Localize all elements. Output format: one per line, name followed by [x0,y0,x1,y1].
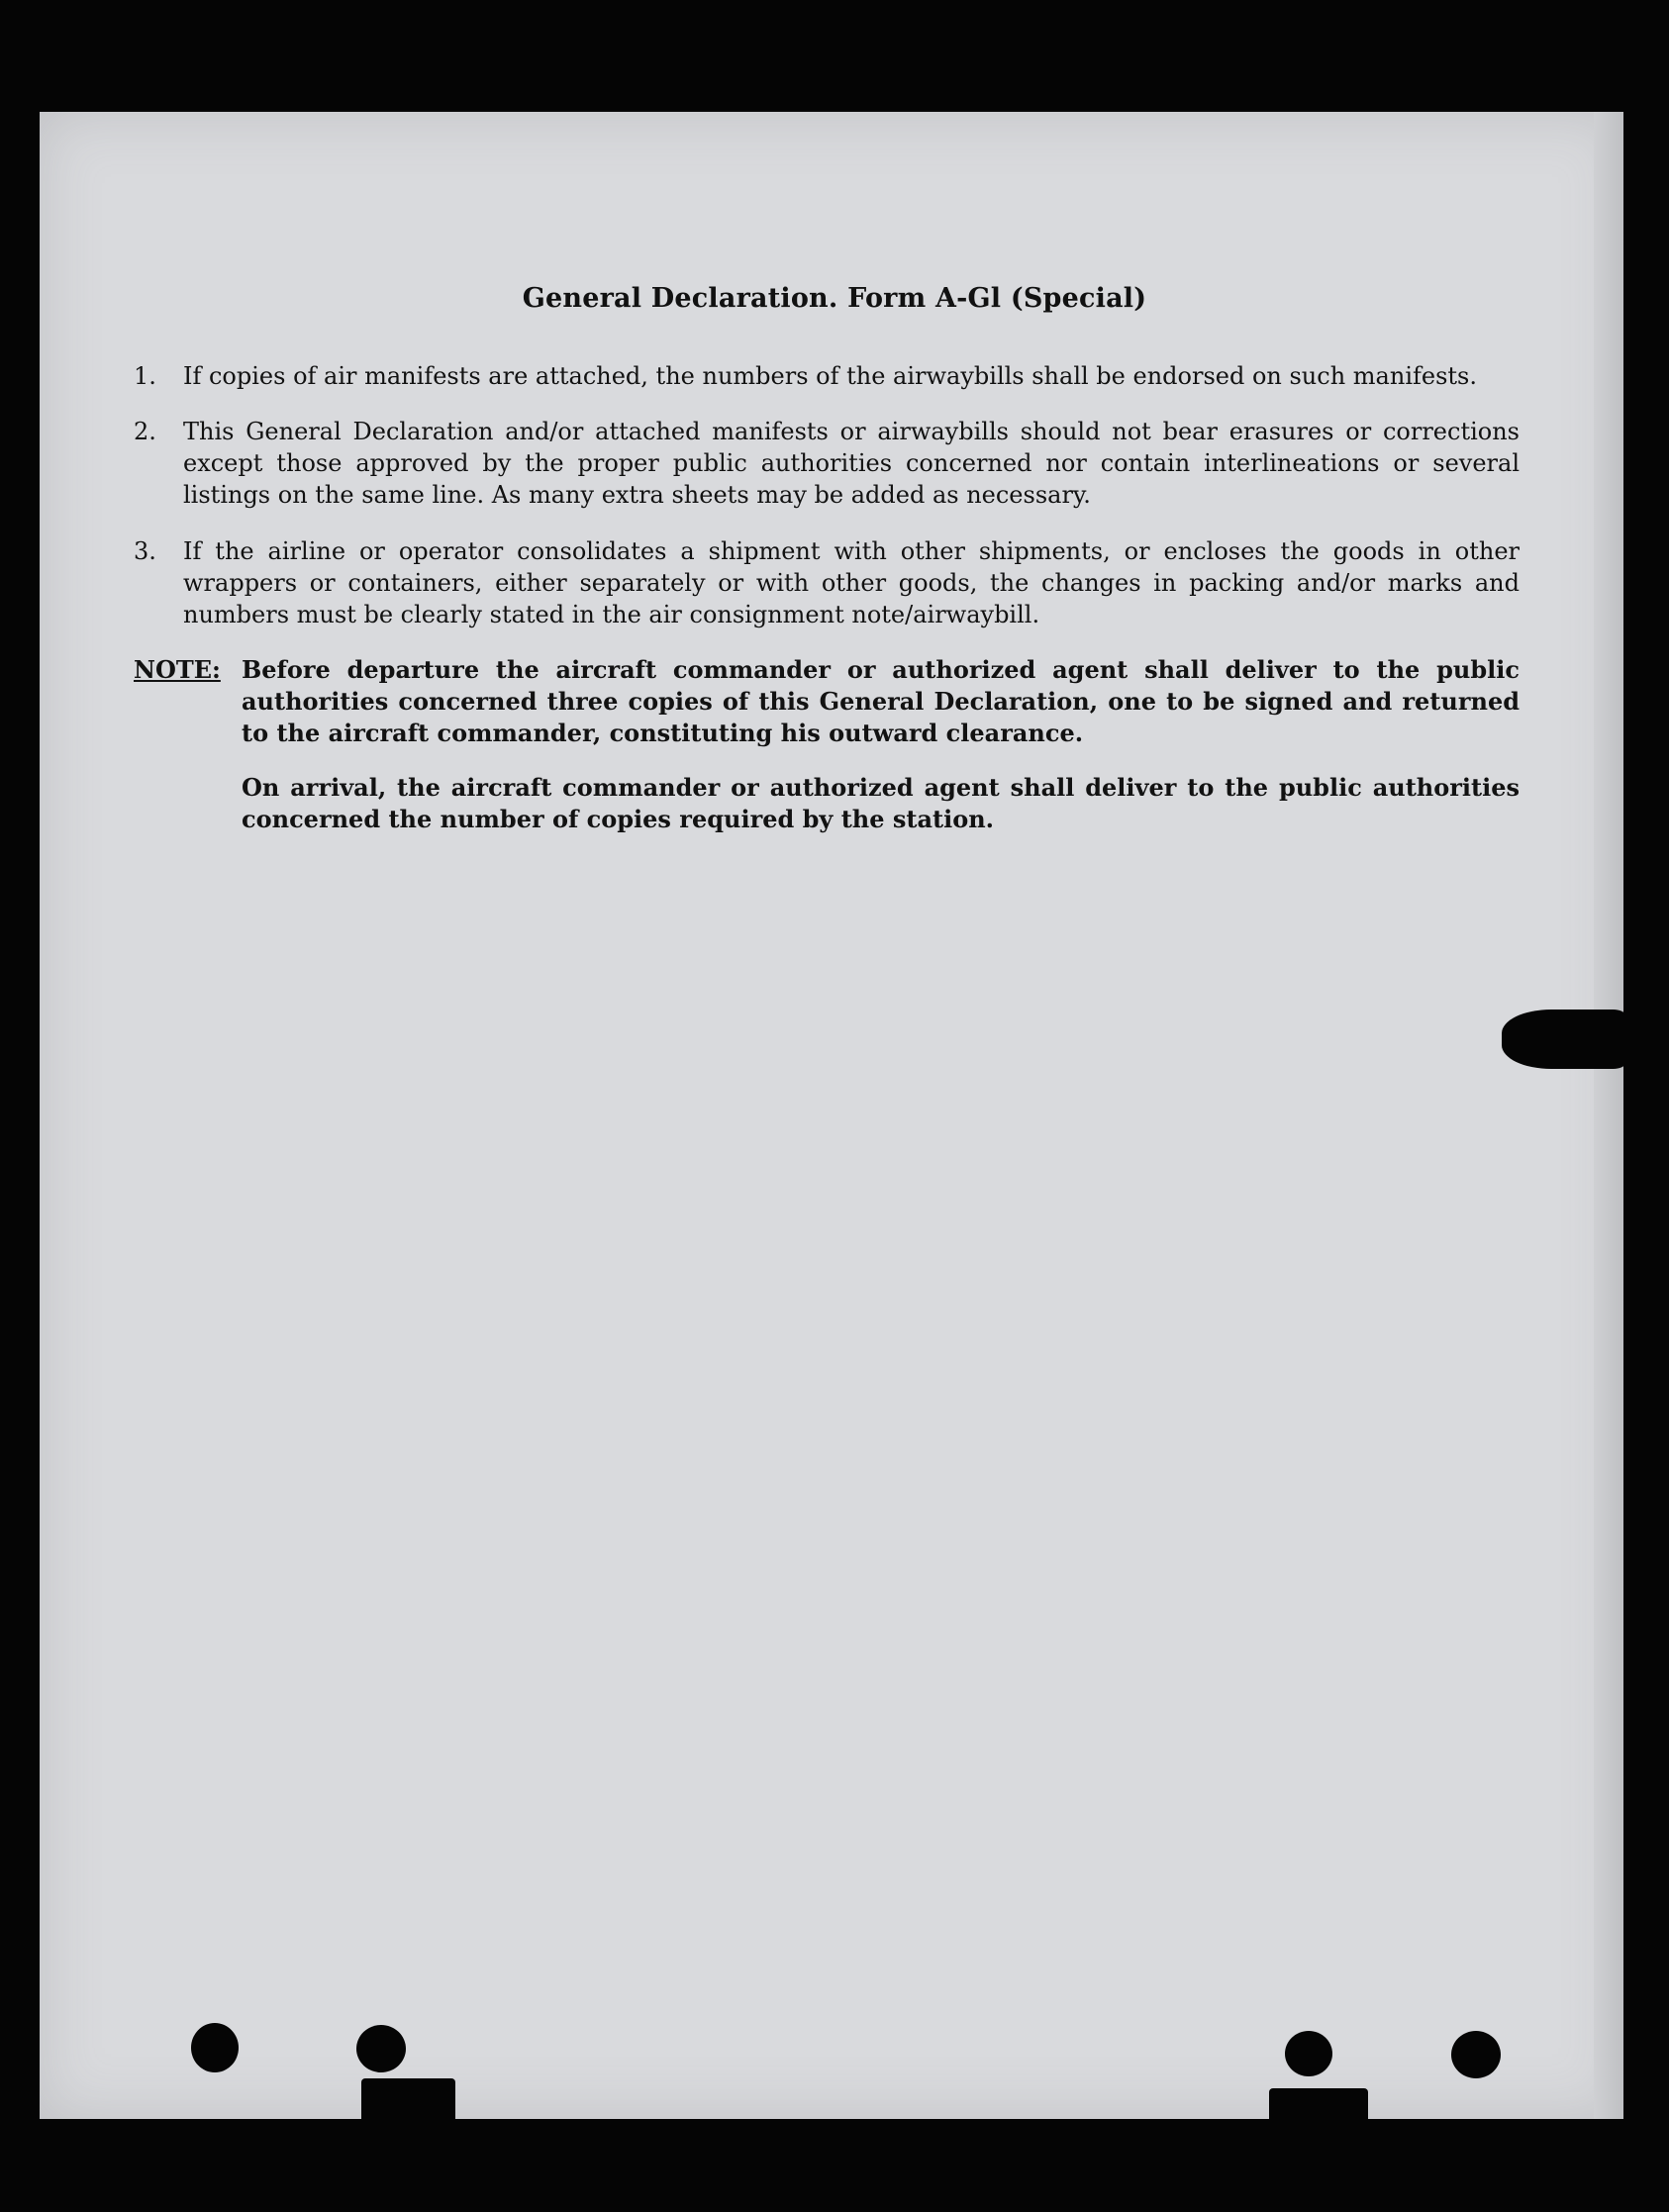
item-text: This General Declaration and/or attached manifests or airwaybills should not bear erasures or corrections except those approved by the proper public authorities concerned nor contain interlineations or several listings on the same line. As many extra sheets may be added as necessary. [183,418,1520,509]
note-block [134,654,1520,749]
paper-tear-side [1502,1010,1625,1069]
note-paragraph-2: On arrival, the aircraft commander or authorized agent shall deliver to the public authorities concerned the number of copies required by the station. [242,773,1520,833]
item-number: 3. [134,537,156,565]
page-title: General Declaration. Form A-Gl (Special) [522,283,1147,314]
list-item-3 [134,535,1520,630]
list-item-1 [134,360,1520,392]
note-paragraph-1: Before departure the aircraft commander or authorized agent shall deliver to the public authorities concerned three copies of this General Declaration, one to be signed and returned to the aircraft commander, constituting his outward clearance. [242,655,1520,747]
punch-hole-4 [1451,2031,1501,2078]
punch-hole-3 [1285,2031,1332,2076]
note-label: NOTE: [134,655,221,684]
list-item-2 [134,416,1520,511]
item-number: 2. [134,418,156,445]
item-number: 1. [134,362,156,390]
punch-hole-1 [191,2023,239,2072]
item-text: If the airline or operator consolidates a shipment with other shipments, or encloses the goods in other wrappers or containers, either separately or with other goods, the changes in packing and/or marks and numbers must be clearly stated in the air consignment note/airwaybill. [183,537,1520,628]
punch-hole-2 [356,2025,406,2072]
paper-tear-left [361,2078,455,2123]
paper-tear-right [1269,2088,1368,2128]
item-text: If copies of air manifests are attached, the numbers of the airwaybills shall be endorsed on such manifests. [183,362,1477,390]
